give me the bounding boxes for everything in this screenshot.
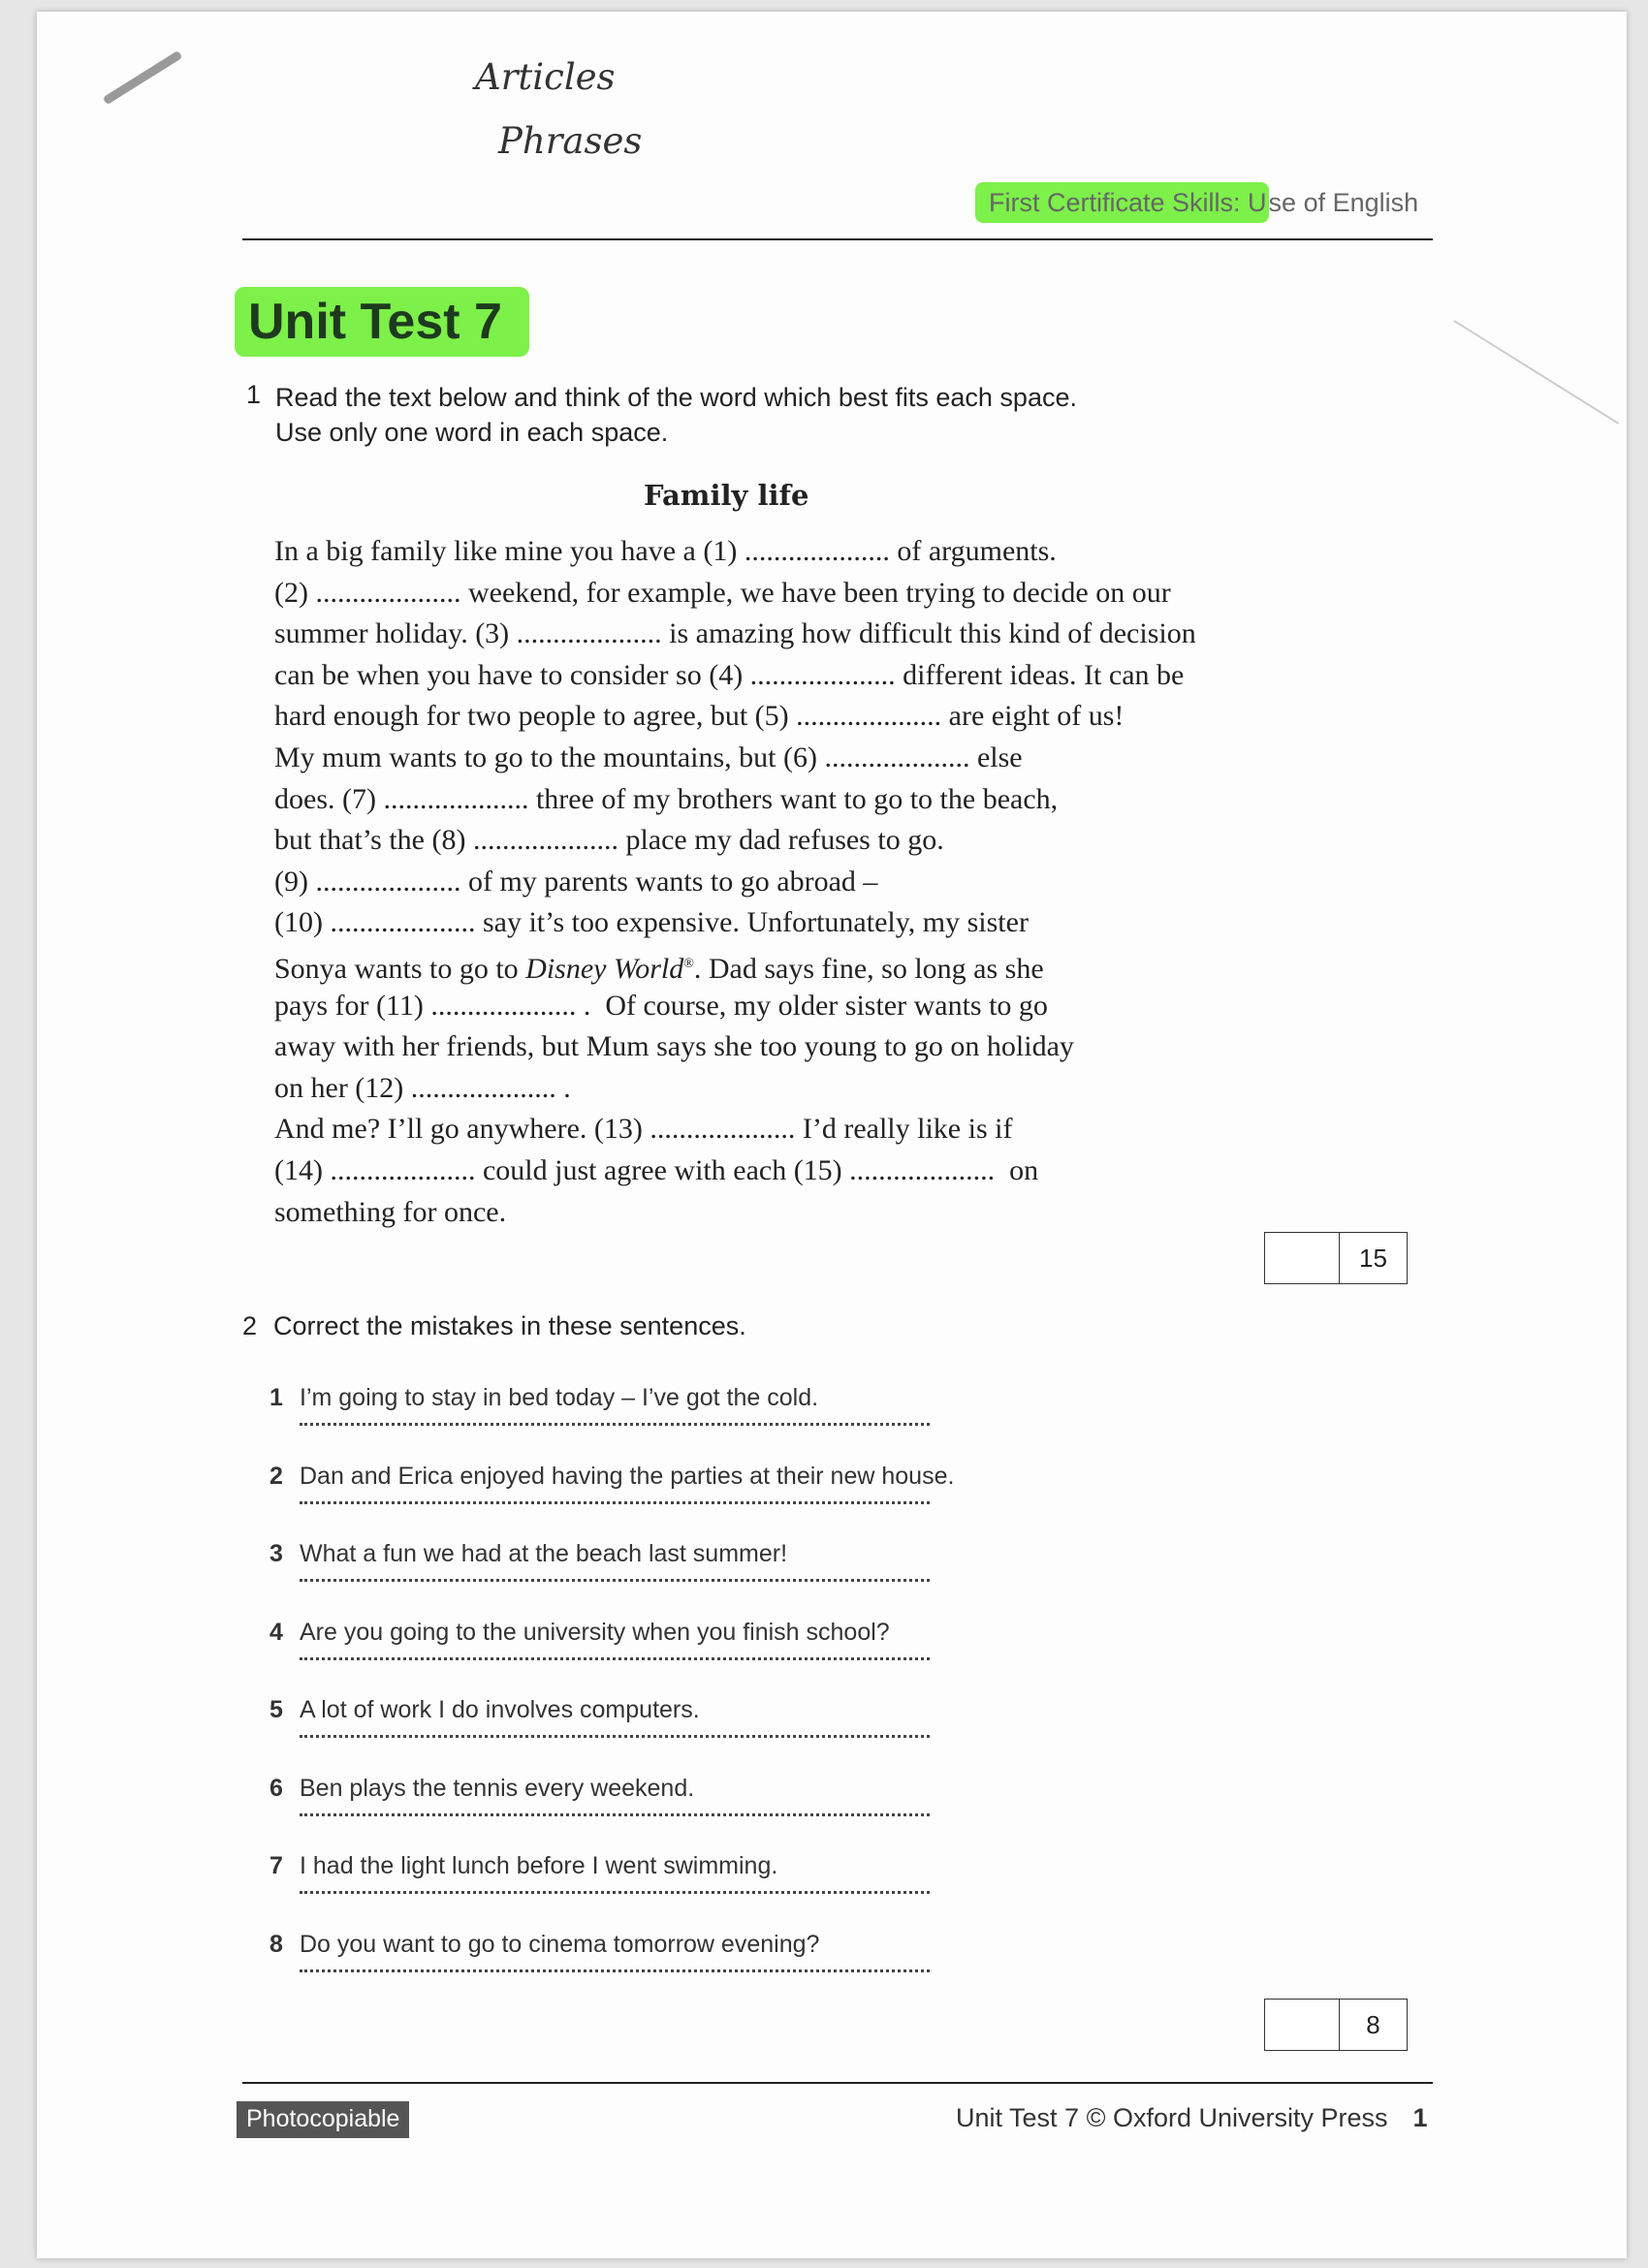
item-number: 7	[269, 1852, 283, 1879]
list-item	[269, 1457, 1006, 1535]
header-rule	[242, 238, 1433, 240]
footer-rule	[242, 2082, 1433, 2084]
section1-instruction	[275, 380, 1245, 450]
photocopiable-badge: Photocopiable	[237, 2101, 409, 2138]
section2-number: 2	[242, 1311, 258, 1340]
copyright-text: Unit Test 7 © Oxford University Press	[956, 2103, 1388, 2132]
passage-line: something for once.	[274, 1195, 507, 1228]
item-sentence: Ben plays the tennis every weekend.	[300, 1774, 695, 1802]
passage-text: Sonya wants to go to	[274, 952, 526, 985]
answer-line[interactable]	[300, 1813, 930, 1816]
passage-line: My mum wants to go to the mountains, but (6) .................... else	[274, 740, 1023, 773]
passage-line: hard enough for two people to agree, but (5) .................... are eight of us!	[274, 700, 1125, 733]
passage-line: on her (12) .................... .	[274, 1071, 571, 1104]
section1-instruction-line2: Use only one word in each space.	[275, 418, 669, 447]
passage-line: pays for (11) .................... . Of course, my older sister wants to go	[274, 989, 1048, 1022]
item-sentence: What a fun we had at the beach last summer!	[300, 1540, 788, 1567]
section2-instruction: Correct the mistakes in these sentences.	[273, 1311, 746, 1340]
item-number: 4	[269, 1618, 283, 1646]
score-total: 15	[1359, 1243, 1387, 1273]
list-item	[269, 1534, 1006, 1613]
answer-line[interactable]	[300, 1501, 930, 1504]
item-number: 8	[269, 1930, 283, 1958]
list-item	[269, 1769, 1006, 1847]
list-item	[269, 1690, 1006, 1769]
score-entry-field[interactable]	[1265, 2000, 1340, 2050]
passage-line: but that’s the (8) .................... place my dad refuses to go.	[274, 824, 944, 857]
passage-line: does. (7) .................... three of my brothers want to go to the beach,	[274, 782, 1059, 815]
section1-instruction-line1: Read the text below and think of the word which best fits each space.	[275, 383, 1077, 412]
item-number: 5	[269, 1696, 283, 1723]
series-header	[964, 184, 1430, 222]
answer-line[interactable]	[300, 1423, 930, 1426]
passage-line: can be when you have to consider so (4) .................... different ideas. It can be	[274, 658, 1185, 691]
footer-credit	[956, 2103, 1428, 2133]
cloze-passage	[274, 531, 1321, 1233]
passage-line: away with her friends, but Mum says she too young to go on holiday	[274, 1030, 1074, 1063]
series-header-highlight: First Certificate Skills: U	[975, 182, 1269, 223]
item-sentence: I’m going to stay in bed today – I’ve got the cold.	[300, 1384, 819, 1411]
score-entry-field[interactable]	[1265, 1233, 1340, 1283]
correction-list	[269, 1378, 1006, 2002]
passage-title: Family life	[644, 479, 809, 512]
passage-line: (10) .................... say it’s too expensive. Unfortunately, my sister	[274, 906, 1029, 939]
answer-line[interactable]	[300, 1969, 930, 1972]
item-sentence: I had the light lunch before I went swimming.	[300, 1852, 778, 1879]
item-sentence: Do you want to go to cinema tomorrow evening?	[300, 1930, 820, 1958]
passage-line: (14) .................... could just agree with each (15) .................... on	[274, 1153, 1039, 1186]
answer-line[interactable]	[300, 1657, 930, 1660]
answer-line[interactable]	[300, 1579, 930, 1582]
page-number: 1	[1412, 2103, 1428, 2132]
item-number: 3	[269, 1540, 283, 1567]
passage-line: (9) .................... of my parents wants to go abroad –	[274, 865, 878, 898]
item-sentence: Are you going to the university when you finish school?	[300, 1618, 890, 1646]
handwritten-note-articles: Articles	[475, 56, 616, 98]
passage-line: In a big family like mine you have a (1) .................... of arguments.	[274, 535, 1057, 567]
item-number: 1	[269, 1384, 283, 1411]
section2-score-box	[1264, 1999, 1408, 2051]
handwritten-note-phrases: Phrases	[498, 120, 643, 162]
item-number: 2	[269, 1462, 283, 1490]
page-title: Unit Test 7	[235, 287, 529, 357]
score-total: 8	[1366, 2009, 1380, 2039]
list-item	[269, 1846, 1006, 1925]
item-sentence: Dan and Erica enjoyed having the parties at their new house.	[300, 1462, 955, 1490]
passage-line-sonya	[274, 944, 1321, 986]
answer-line[interactable]	[300, 1735, 930, 1738]
passage-line: (2) .................... weekend, for example, we have been trying to decide on our	[274, 576, 1171, 609]
series-header-rest: se of English	[1268, 188, 1419, 217]
passage-line: And me? I’ll go anywhere. (13) .................... I’d really like is if	[274, 1113, 1013, 1146]
answer-line[interactable]	[300, 1891, 930, 1894]
passage-italic-title: Disney World	[525, 952, 684, 985]
section1-score-box	[1264, 1232, 1408, 1284]
item-sentence: A lot of work I do involves computers.	[300, 1696, 700, 1723]
list-item	[269, 1613, 1006, 1691]
passage-line: summer holiday. (3) .................... is amazing how difficult this kind of decision	[274, 617, 1196, 650]
section1-number: 1	[246, 380, 262, 409]
list-item	[269, 1925, 1006, 2003]
item-number: 6	[269, 1774, 283, 1802]
registered-mark: ®	[683, 956, 694, 971]
passage-text: . Dad says fine, so long as she	[693, 952, 1044, 985]
list-item	[269, 1378, 1006, 1457]
